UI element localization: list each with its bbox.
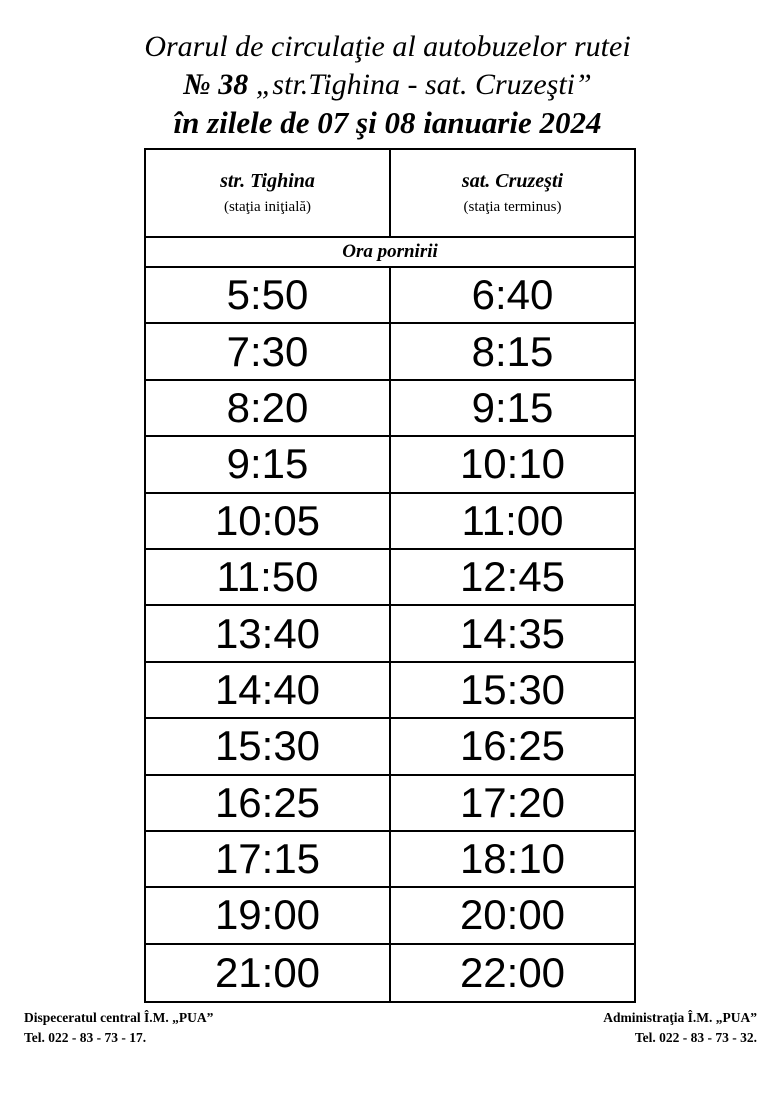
departure-time-terminus: 8:15 bbox=[389, 324, 634, 378]
departure-time-terminus: 10:10 bbox=[389, 437, 634, 491]
departure-time-origin: 10:05 bbox=[214, 496, 321, 544]
departure-time-origin: 21:00 bbox=[214, 948, 321, 996]
footer-dispatch bbox=[24, 1008, 213, 1048]
departure-time-origin: 7:30 bbox=[226, 327, 309, 375]
departure-time-origin: 19:00 bbox=[214, 891, 321, 939]
table-row bbox=[146, 268, 634, 324]
departure-time-origin: 13:40 bbox=[214, 609, 321, 657]
title-date-line: în zilele de 07 şi 08 ianuarie 2024 bbox=[173, 105, 602, 140]
header-cell-origin bbox=[146, 150, 389, 236]
title-line-2 bbox=[0, 66, 775, 104]
table-row bbox=[146, 437, 634, 493]
departure-time-terminus: 16:25 bbox=[389, 719, 634, 773]
departure-time-terminus: 11:00 bbox=[389, 494, 634, 548]
departure-time-terminus: 20:00 bbox=[389, 888, 634, 942]
table-row bbox=[146, 719, 634, 775]
time-rows bbox=[146, 268, 634, 1001]
table-row bbox=[146, 550, 634, 606]
departure-time-origin: 14:40 bbox=[214, 665, 321, 713]
header-cell-terminus bbox=[389, 150, 634, 236]
departure-time-origin: 5:50 bbox=[226, 271, 309, 319]
table-header-row bbox=[146, 150, 634, 238]
title-line-1: Orarul de circulaţie al autobuzelor rutei bbox=[144, 30, 631, 63]
table-row bbox=[146, 945, 634, 1001]
table-row bbox=[146, 381, 634, 437]
departure-time-origin: 11:50 bbox=[216, 553, 319, 601]
administration-phone: Tel. 022 - 83 - 73 - 32. bbox=[634, 1030, 757, 1045]
schedule-title bbox=[0, 28, 775, 142]
table-row bbox=[146, 663, 634, 719]
table-row bbox=[146, 606, 634, 662]
departure-time-terminus: 6:40 bbox=[389, 268, 634, 322]
departure-time-origin: 9:15 bbox=[226, 440, 309, 488]
departure-time-terminus: 17:20 bbox=[389, 776, 634, 830]
schedule-table bbox=[144, 148, 636, 1003]
departure-time-origin: 8:20 bbox=[226, 383, 309, 431]
departure-time-terminus: 15:30 bbox=[389, 663, 634, 717]
departure-time-terminus: 9:15 bbox=[389, 381, 634, 435]
table-row bbox=[146, 776, 634, 832]
table-row bbox=[146, 494, 634, 550]
administration-name: Administraţia Î.M. „PUA” bbox=[603, 1010, 757, 1025]
table-row bbox=[146, 832, 634, 888]
terminus-stop-name: sat. Cruzeşti bbox=[461, 170, 564, 192]
table-row bbox=[146, 324, 634, 380]
departure-time-terminus: 12:45 bbox=[389, 550, 634, 604]
table-row bbox=[146, 888, 634, 944]
departure-time-label: Ora pornirii bbox=[146, 238, 634, 268]
departure-time-origin: 15:30 bbox=[214, 722, 321, 770]
departure-time-origin: 16:25 bbox=[214, 778, 321, 826]
route-number: № 38 bbox=[183, 68, 249, 101]
departure-time-terminus: 18:10 bbox=[389, 832, 634, 886]
dispatch-name: Dispeceratul central Î.M. „PUA” bbox=[24, 1010, 214, 1025]
origin-stop-type: (staţia iniţială) bbox=[223, 199, 312, 215]
origin-stop-name: str. Tighina bbox=[220, 170, 315, 192]
terminus-stop-type: (staţia terminus) bbox=[463, 199, 562, 215]
departure-time-terminus: 14:35 bbox=[389, 606, 634, 660]
route-name: „str.Tighina - sat. Cruzeşti” bbox=[255, 68, 592, 101]
departure-time-terminus: 22:00 bbox=[389, 945, 634, 1001]
footer-administration bbox=[603, 1008, 757, 1048]
departure-time-origin: 17:15 bbox=[214, 835, 321, 883]
dispatch-phone: Tel. 022 - 83 - 73 - 17. bbox=[24, 1030, 147, 1045]
